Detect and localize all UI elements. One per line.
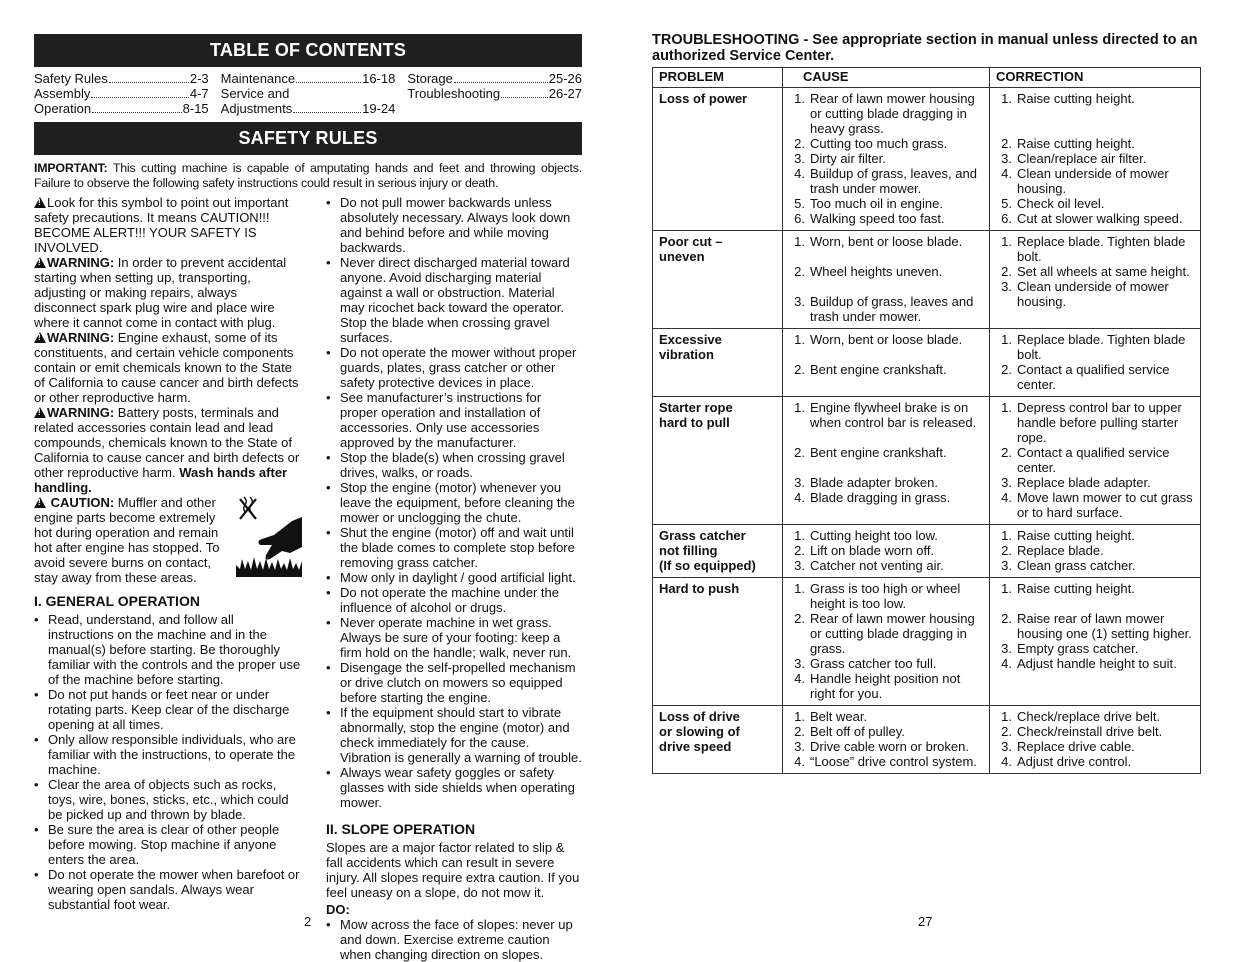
item-text: Clean underside of mower housing. [1017,166,1169,196]
list-item [996,528,1194,543]
item-number: 2. [1001,543,1012,558]
list-item [789,581,983,611]
table-row [653,329,1201,397]
list-item [996,656,1194,671]
problem-text: uneven [659,249,705,264]
corrections-list [996,91,1194,226]
causes-list [789,400,983,505]
left-page [34,34,582,962]
item-text: Check/reinstall drive belt. [1017,724,1163,739]
item-number: 4. [794,490,805,505]
toc-column [407,71,582,116]
table-row [653,231,1201,329]
item-text: Check oil level. [1017,196,1105,211]
item-text: Contact a qualified service center. [1017,445,1170,475]
item-number: 3. [1001,739,1012,754]
item-number: 2. [794,136,805,151]
item-text: Too much oil in engine. [810,196,943,211]
table-row [653,525,1201,578]
item-text: Belt off of pulley. [810,724,905,739]
table-of-contents [34,71,582,116]
corrections-list [996,234,1194,309]
cause-cell [783,525,990,578]
item-text: Blade dragging in grass. [810,490,951,505]
right-page-number: 27 [918,914,933,929]
problem-text: hard to pull [659,415,730,430]
list-item [996,445,1194,475]
problem-text: Hard to push [659,581,740,596]
toc-leader [109,82,189,83]
list-item [789,362,983,377]
problem-cell [653,578,783,706]
item-text: Check/replace drive belt. [1017,709,1161,724]
item-number: 3. [794,151,805,166]
item-text: Bent engine crankshaft. [810,445,947,460]
item-text: Walking speed too fast. [810,211,945,226]
left-page-number: 2 [304,914,312,929]
item-number: 1. [1001,234,1012,249]
list-item: • Stop the blade(s) when crossing gravel drives, walks, or roads. [326,450,582,480]
toc-column [34,71,221,116]
toc-entry-pages: 4-7 [189,86,209,101]
toc-entry[interactable] [221,71,396,86]
toc-leader [296,82,361,83]
list-item [789,490,983,505]
item-text: Clean grass catcher. [1017,558,1136,573]
list-item [996,400,1194,445]
item-text: Cutting too much grass. [810,136,948,151]
item-text: Adjust handle height to suit. [1017,656,1177,671]
list-item: • Do not operate the mower when barefoot or wearing open sandals. Always wear substantial foot wear. [34,867,302,912]
list-item [789,294,983,324]
general-operation-heading: I. GENERAL OPERATION [34,593,200,609]
item-number: 2. [794,264,805,279]
list-item [996,136,1194,151]
problem-cell [653,231,783,329]
item-number: 4. [794,671,805,686]
list-item: • Do not pull mower backwards unless absolutely necessary. Always look down and behind before and while moving backwards. [326,195,582,255]
item-number: 1. [794,234,805,249]
cause-cell [783,706,990,774]
item-text: Clean/replace air filter. [1017,151,1147,166]
correction-cell [990,231,1201,329]
item-text: “Loose” drive control system. [810,754,977,769]
problem-cell [653,706,783,774]
list-item [789,671,983,701]
list-item [996,332,1194,362]
item-number: 3. [794,656,805,671]
toc-column [221,71,408,116]
item-text: Move lawn mower to cut grass or to hard surface. [1017,490,1193,520]
list-item [789,709,983,724]
item-number: 1. [1001,709,1012,724]
corrections-list [996,581,1194,671]
toc-entry-title: Assembly [34,86,91,101]
item-text: Worn, bent or loose blade. [810,332,963,347]
list-item: • Never direct discharged material toward anyone. Avoid discharging material against a wall or obstruction. Material may ricochet back toward the operator. Stop the blade when crossing gravel surfaces. [326,255,582,345]
item-text: Grass is too high or wheel height is too low. [810,581,961,611]
problem-text: Starter rope [659,400,733,415]
list-item [996,611,1194,641]
item-number: 1. [1001,528,1012,543]
item-text: Wheel heights uneven. [810,264,943,279]
toc-entry-title: Operation [34,101,92,116]
item-text: Belt wear. [810,709,868,724]
list-item [789,475,983,490]
slope-operation-heading: II. SLOPE OPERATION [326,821,476,837]
symbol-notice: !Look for this symbol to point out important safety precautions. It means CAUTION!!! BECOME ALERT!!! YOUR SAFETY IS INVOLVED. [34,195,302,255]
item-number: 2. [794,362,805,377]
item-number: 1. [794,400,805,415]
item-number: 2. [1001,445,1012,460]
item-text: Cutting height too low. [810,528,938,543]
list-item [789,332,983,347]
item-number: 4. [1001,490,1012,505]
table-row [653,706,1201,774]
toc-entry[interactable] [407,71,582,86]
problem-text: not filling [659,543,718,558]
item-text: Cut at slower walking speed. [1017,211,1183,226]
cause-cell [783,329,990,397]
list-item: • Be sure the area is clear of other people before mowing. Stop machine if anyone enters the area. [34,822,302,867]
header-cause: CAUSE [783,68,990,88]
list-item: • Read, understand, and follow all instructions on the machine and in the manual(s) before starting. Be thoroughly familiar with the controls and the proper use of the machine before starting. [34,612,302,687]
list-item [789,445,983,460]
problem-text: Loss of power [659,91,748,106]
item-text: Buildup of grass, leaves and trash under mower. [810,294,974,324]
item-text: Engine flywheel brake is on when control bar is released. [810,400,977,430]
item-text: Clean underside of mower housing. [1017,279,1169,309]
warning-icon [34,497,46,508]
item-number: 1. [1001,581,1012,596]
toc-entry[interactable] [221,101,396,116]
item-number: 1. [1001,332,1012,347]
problem-cell [653,329,783,397]
correction-cell [990,525,1201,578]
cause-cell [783,397,990,525]
item-number: 2. [1001,136,1012,151]
list-item [789,264,983,279]
item-text: Catcher not venting air. [810,558,944,573]
cause-cell [783,578,990,706]
problem-cell [653,525,783,578]
correction-cell [990,706,1201,774]
causes-list [789,332,983,377]
item-text: Handle height position not right for you. [810,671,961,701]
warning-battery: !WARNING: Battery posts, terminals and related accessories contain lead and lead compounds, chemicals known to the State of California to cause cancer and birth defects or other reproductive harm. Wash hands after handling. [34,405,302,495]
problem-text: Loss of drive [659,709,740,724]
left-column [34,195,302,962]
item-number: 4. [1001,754,1012,769]
list-item [996,279,1194,309]
list-item [996,362,1194,392]
list-item [996,754,1194,769]
item-number: 3. [794,475,805,490]
causes-list [789,581,983,701]
list-item [996,490,1194,520]
item-text: Grass catcher too full. [810,656,937,671]
item-text: Raise rear of lawn mower housing one (1) setting higher. [1017,611,1192,641]
list-item [789,91,983,136]
table-row [653,578,1201,706]
corrections-list [996,332,1194,392]
toc-entry[interactable] [34,71,209,86]
list-item: • See manufacturer’s instructions for proper operation and installation of accessories. Only use accessories approved by the manufacturer. [326,390,582,450]
item-text: Dirty air filter. [810,151,886,166]
item-number: 3. [1001,641,1012,656]
list-item [996,543,1194,558]
list-item [789,656,983,671]
list-item [996,641,1194,656]
table-row [653,397,1201,525]
table-row [653,88,1201,231]
list-item: • Do not operate the machine under the influence of alcohol or drugs. [326,585,582,615]
list-item [996,475,1194,490]
list-item [996,739,1194,754]
list-item [996,151,1194,166]
caution-hot-parts: ! CAUTION: Muffler and other engine parts become extremely hot during operation and remain hot after engine has stopped. To avoid severe burns on contact, stay away from these areas. [34,495,302,585]
toc-entry-pages: 26-27 [548,86,583,101]
item-text: Raise cutting height. [1017,136,1135,151]
toc-entry-title: Troubleshooting [407,86,501,101]
item-number: 1. [794,709,805,724]
list-item [789,754,983,769]
safety-rules-list [326,195,582,810]
item-text: Replace drive cable. [1017,739,1135,754]
important-notice [34,161,582,191]
item-number: 5. [794,196,805,211]
item-number: 1. [1001,91,1012,106]
corrections-list [996,400,1194,520]
list-item [996,264,1194,279]
list-item [996,166,1194,196]
item-number: 1. [794,91,805,106]
header-problem: PROBLEM [653,68,783,88]
item-text: Replace blade adapter. [1017,475,1151,490]
toc-entry-title: Safety Rules [34,71,108,86]
item-number: 1. [794,332,805,347]
item-text: Blade adapter broken. [810,475,938,490]
problem-text: drive speed [659,739,732,754]
toc-entry-title: Maintenance [220,71,296,86]
item-number: 2. [794,543,805,558]
toc-entry[interactable] [407,86,582,101]
corrections-list [996,709,1194,769]
causes-list [789,528,983,573]
item-number: 2. [1001,362,1012,377]
list-item: • Mow only in daylight / good artificial light. [326,570,582,585]
list-item [996,558,1194,573]
item-number: 3. [1001,151,1012,166]
list-item [789,166,983,196]
toc-entry-pages: 19-24 [362,101,396,116]
list-item: • If the equipment should start to vibrate abnormally, stop the engine (motor) and check immediately for the cause. Vibration is generally a warning of trouble. [326,705,582,765]
important-label: IMPORTANT: [34,161,108,175]
item-number: 6. [794,211,805,226]
header-correction: CORRECTION [990,68,1201,88]
item-number: 2. [1001,264,1012,279]
list-item [996,211,1194,226]
item-number: 4. [1001,656,1012,671]
problem-text: Poor cut – [659,234,723,249]
toc-entry-pages: 8-15 [182,101,209,116]
item-number: 3. [1001,558,1012,573]
causes-list [789,709,983,769]
list-item: • Mow across the face of slopes: never up and down. Exercise extreme caution when changing direction on slopes. [326,917,582,962]
item-text: Raise cutting height. [1017,528,1135,543]
item-text: Bent engine crankshaft. [810,362,947,377]
item-number: 1. [794,581,805,596]
cause-cell [783,231,990,329]
correction-cell [990,397,1201,525]
do-label: DO: [326,902,350,917]
list-item [996,581,1194,596]
toc-leader [454,82,548,83]
item-number: 3. [1001,279,1012,294]
item-text: Worn, bent or loose blade. [810,234,963,249]
list-item: • Disengage the self-propelled mechanism or drive clutch on mowers so equipped before starting the engine. [326,660,582,705]
problem-text: or slowing of [659,724,740,739]
item-text: Adjust drive control. [1017,754,1132,769]
item-text: Replace blade. [1017,543,1104,558]
item-number: 2. [794,724,805,739]
toc-header: TABLE OF CONTENTS [34,34,582,67]
causes-list [789,91,983,226]
important-text: This cutting machine is capable of amputating hands and feet and throwing objects. Failure to observe the following safety instructions could result in serious injury or death. [34,161,582,190]
item-number: 4. [1001,166,1012,181]
item-text: Drive cable worn or broken. [810,739,969,754]
item-text: Set all wheels at same height. [1017,264,1190,279]
item-text: Rear of lawn mower housing or cutting blade dragging in heavy grass. [810,91,975,136]
correction-cell [990,578,1201,706]
list-item [789,400,983,430]
list-item [789,211,983,226]
toc-entry-pages: 2-3 [189,71,209,86]
list-item: • Always wear safety goggles or safety glasses with side shields when operating mower. [326,765,582,810]
toc-leader [91,97,189,98]
item-text: Replace blade. Tighten blade bolt. [1017,234,1186,264]
list-item: • Shut the engine (motor) off and wait until the blade comes to complete stop before removing grass catcher. [326,525,582,570]
warning-icon [34,197,46,208]
list-item [996,196,1194,211]
item-number: 4. [794,166,805,181]
corrections-list [996,528,1194,573]
toc-entry-title: Storage [407,71,453,86]
safety-rules-header: SAFETY RULES [34,122,582,155]
toc-entry-title: Adjustments [220,101,293,116]
toc-entry[interactable] [34,86,209,101]
problem-text: Grass catcher [659,528,746,543]
toc-entry-pages: 16-18 [362,71,396,86]
item-number: 1. [1001,400,1012,415]
item-number: 6. [1001,211,1012,226]
item-text: Replace blade. Tighten blade bolt. [1017,332,1186,362]
list-item [789,234,983,249]
hot-surface-hand-icon [236,495,302,577]
item-number: 2. [1001,724,1012,739]
correction-cell [990,329,1201,397]
item-number: 1. [794,528,805,543]
list-item: • Clear the area of objects such as rocks, toys, wire, bones, sticks, etc., which could be picked up and thrown by blade. [34,777,302,822]
list-item [996,234,1194,264]
list-item: • Only allow responsible individuals, who are familiar with the instructions, to operate the machine. [34,732,302,777]
general-operation-list [34,612,302,912]
item-text: Raise cutting height. [1017,581,1135,596]
toc-entry-pages: 25-26 [548,71,583,86]
right-page [652,32,1200,774]
warning-icon [34,332,46,343]
item-text: Depress control bar to upper handle before pulling starter rope. [1017,400,1182,445]
item-number: 3. [794,739,805,754]
cause-cell [783,88,990,231]
problem-text: vibration [659,347,714,362]
list-item [789,724,983,739]
slope-do-list [326,917,582,962]
item-number: 3. [794,558,805,573]
list-item: • Do not put hands or feet near or under rotating parts. Keep clear of the discharge opening at all times. [34,687,302,732]
list-item [789,611,983,656]
item-text: Lift on blade worn off. [810,543,935,558]
item-number: 2. [794,445,805,460]
list-item: • Stop the engine (motor) whenever you leave the equipment, before cleaning the mower or unclogging the chute. [326,480,582,525]
problem-text: Excessive [659,332,722,347]
toc-leader [501,97,548,98]
right-column [326,195,582,962]
list-item: • Do not operate the mower without proper guards, plates, grass catcher or other safety protective devices in place. [326,345,582,390]
toc-leader [92,112,182,113]
list-item [996,91,1194,106]
list-item [789,739,983,754]
list-item [996,724,1194,739]
troubleshooting-title: TROUBLESHOOTING - See appropriate section in manual unless directed to an authorized Service Center. [652,32,1198,64]
toc-entry[interactable] [34,101,209,116]
warning-exhaust: !WARNING: Engine exhaust, some of its constituents, and certain vehicle components contain or emit chemicals known to the State of California to cause cancer and birth defects or other reproductive harm. [34,330,302,405]
item-text: Contact a qualified service center. [1017,362,1170,392]
correction-cell [990,88,1201,231]
list-item: • Never operate machine in wet grass. Always be sure of your footing: keep a firm hold on the handle; walk, never run. [326,615,582,660]
item-text: Rear of lawn mower housing or cutting blade dragging in grass. [810,611,975,656]
item-number: 4. [794,754,805,769]
toc-leader [293,112,361,113]
list-item [789,543,983,558]
problem-cell [653,88,783,231]
problem-text: (If so equipped) [659,558,756,573]
troubleshooting-table [652,67,1201,774]
item-number: 3. [794,294,805,309]
list-item [789,528,983,543]
toc-entry: Service and [220,86,290,101]
warning-icon [34,407,46,418]
problem-cell [653,397,783,525]
list-item [996,709,1194,724]
item-text: Buildup of grass, leaves, and trash under mower. [810,166,977,196]
warning-spark-plug: !WARNING: In order to prevent accidental starting when setting up, transporting, adjusting or making repairs, always disconnect spark plug wire and place wire where it cannot come in contact with plug. [34,255,302,330]
causes-list [789,234,983,324]
item-number: 3. [1001,475,1012,490]
list-item [789,151,983,166]
list-item [789,558,983,573]
item-number: 2. [1001,611,1012,626]
warning-icon [34,257,46,268]
item-text: Empty grass catcher. [1017,641,1139,656]
list-item [789,136,983,151]
item-number: 2. [794,611,805,626]
item-number: 5. [1001,196,1012,211]
list-item [789,196,983,211]
slope-text: Slopes are a major factor related to slip & fall accidents which can result in severe injury. All slopes require extra caution. If you feel uneasy on a slope, do not mow it. [326,840,580,900]
item-text: Raise cutting height. [1017,91,1135,106]
